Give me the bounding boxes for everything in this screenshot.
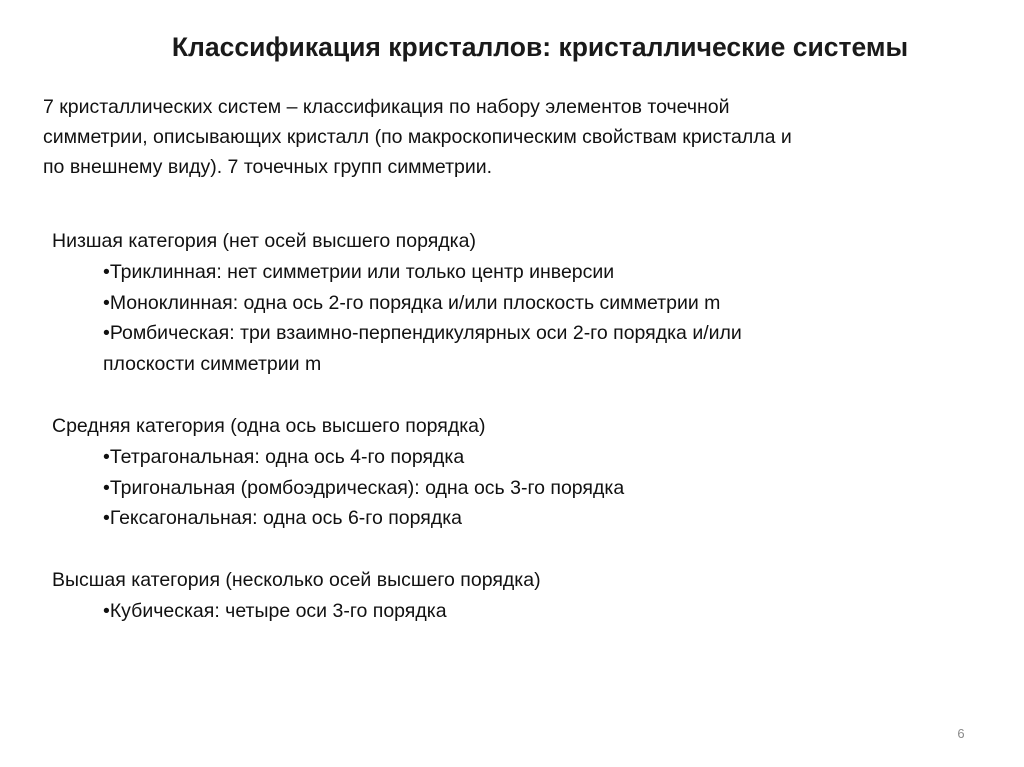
crystal-system-list — [52, 442, 982, 534]
intro-paragraph — [43, 92, 993, 182]
category-lower — [52, 226, 982, 380]
crystal-system-text: •Моноклинная: одна ось 2-го порядка и/или плоскость симметрии m — [103, 291, 721, 314]
crystal-system-text: •Кубическая: четыре оси 3-го порядка — [103, 599, 447, 622]
category-title: Низшая категория (нет осей высшего порядка) — [52, 230, 476, 252]
intro-line: по внешнему виду). 7 точечных групп симметрии. — [43, 156, 493, 178]
intro-line: симметрии, описывающих кристалл (по макроскопическим свойствам кристалла и — [43, 126, 792, 148]
page-number: 6 — [957, 726, 965, 741]
crystal-system-list — [52, 596, 982, 627]
intro-line: 7 кристаллических систем – классификация по набору элементов точечной — [43, 96, 730, 118]
crystal-system-cubic — [52, 596, 982, 627]
crystal-system-monoclinic — [52, 288, 982, 319]
crystal-system-trigonal — [52, 473, 982, 504]
category-title: Высшая категория (несколько осей высшего порядка) — [52, 569, 541, 592]
crystal-system-text: •Тетрагональная: одна ось 4-го порядка — [103, 445, 465, 468]
crystal-system-hexagonal — [52, 503, 982, 534]
crystal-system-list — [52, 257, 982, 380]
crystal-system-text: •Тригональная (ромбоэдрическая): одна ось 3-го порядка — [103, 476, 625, 499]
category-higher — [52, 565, 982, 627]
crystal-system-triclinic — [52, 257, 982, 288]
crystal-system-text-continued: плоскости симметрии m — [103, 353, 322, 376]
crystal-system-orthorhombic — [52, 318, 982, 380]
crystal-system-text: •Гексагональная: одна ось 6-го порядка — [103, 507, 463, 530]
category-middle — [52, 411, 982, 534]
slide-title: Классификация кристаллов: кристаллические системы — [171, 32, 909, 62]
crystal-system-text: •Ромбическая: три взаимно-перпендикулярных оси 2-го порядка и/или — [103, 322, 742, 345]
crystal-system-tetragonal — [52, 442, 982, 473]
category-title: Средняя категория (одна ось высшего порядка) — [52, 414, 486, 437]
crystal-system-text: •Триклинная: нет симметрии или только центр инверсии — [103, 260, 615, 283]
category-list — [52, 226, 982, 658]
